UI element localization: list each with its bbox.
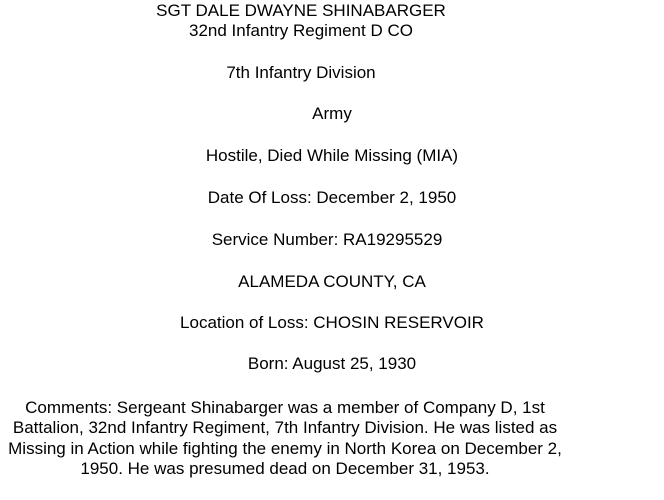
soldier-name: SGT DALE DWAYNE SHINABARGER xyxy=(156,1,446,20)
casualty-status: Hostile, Died While Missing (MIA) xyxy=(205,146,459,165)
home-county: ALAMEDA COUNTY, CA xyxy=(238,272,426,291)
division: 7th Infantry Division xyxy=(226,63,376,82)
comments-paragraph: Comments: Sergeant Shinabarger was a member of Company D, 1st Battalion, 32nd Infantry Regiment, 7th Infantry Division. He was listed as Missing in Action while fighting the enemy in North Korea on December 2, 1950. He was presumed dead on December 31, 1953. xyxy=(8,398,562,478)
birth-date: Born: August 25, 1930 xyxy=(247,354,417,373)
unit: 32nd Infantry Regiment D CO xyxy=(189,21,413,40)
location-of-loss: Location of Loss: CHOSIN RESERVOIR xyxy=(180,313,484,332)
branch: Army xyxy=(312,104,352,123)
service-number: Service Number: RA19295529 xyxy=(211,230,443,249)
date-of-loss: Date Of Loss: December 2, 1950 xyxy=(207,188,457,207)
